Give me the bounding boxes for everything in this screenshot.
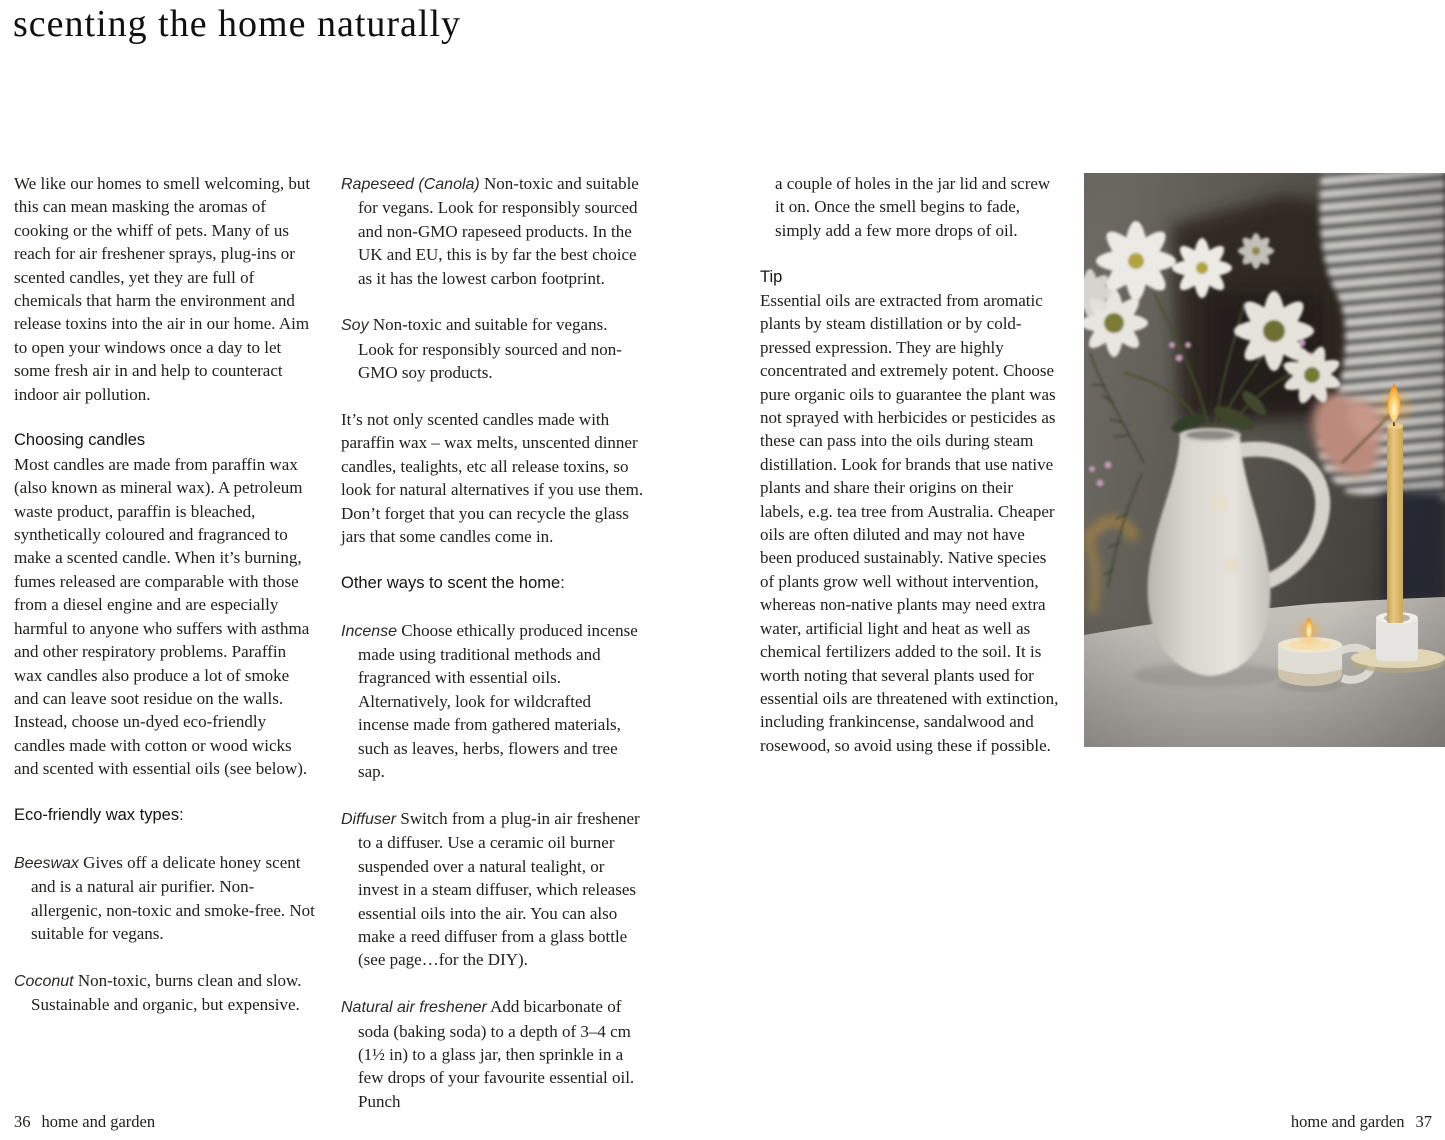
page-number-right: 37 xyxy=(1415,1112,1432,1131)
paragraph-continuation: a couple of holes in the jar lid and screw it on. Once the smell begins to fade, simply add a few more drops of oil. xyxy=(775,174,1051,240)
entry-soy-lead: Soy xyxy=(341,317,369,335)
entry-soy-text: Non-toxic and suitable for vegans. Look for responsibly sourced and non-GMO soy products. xyxy=(358,315,622,383)
entry-coconut-text: Non-toxic, burns clean and slow. Sustainable and organic, but expensive. xyxy=(31,970,302,1015)
entry-rapeseed xyxy=(341,172,644,290)
column-right xyxy=(760,172,1060,781)
paragraph-not-only: It’s not only scented candles made with paraffin wax – wax melts, unscented dinner candles, tealights, etc all release toxins, so look for natural alternatives if you use them. Don’t forget that you can recycle the glass jars that some candles come in. xyxy=(341,410,644,547)
entry-incense-text: Choose ethically produced incense made using traditional methods and fragranced with essential oils. Alternatively, look for wildcrafted incense made from gathered materials, such as leaves, herbs, flowers and tree sap. xyxy=(358,620,638,782)
entry-beeswax-lead: Beeswax xyxy=(14,854,79,872)
footer-left xyxy=(14,1112,155,1132)
heading-other-ways: Other ways to scent the home: xyxy=(341,573,565,592)
heading-tip: Tip xyxy=(760,267,783,286)
entry-diffuser-text: Switch from a plug-in air freshener to a diffuser. Use a ceramic oil burner suspended over a natural tealight, or invest in a steam diffuser, which releases essential oils into the air. You can also make a reed diffuser from a glass bottle (see page…for the DIY). xyxy=(358,808,640,970)
entry-diffuser xyxy=(341,807,644,972)
intro-paragraph: We like our homes to smell welcoming, but this can mean masking the aromas of cooking or the whiff of pets. Many of us reach for air freshener sprays, plug-ins or scented candles, yet they are full of chemicals that harm the environment and release toxins into the air in our home. Aim to open your windows once a day to let some fresh air in and help to counteract indoor air pollution. xyxy=(14,174,311,404)
paragraph-tip: Essential oils are extracted from aromatic plants by steam distillation or by cold-pressed expression. They are highly concentrated and extremely potent. Choose pure organic oils to guarantee the plant was not sprayed with herbicides or pesticides as these can pass into the oils during steam distillation. Look for brands that use native plants and share their origins on their labels, e.g. tea tree from Australia. Cheaper oils are often diluted and may not have been produced sustainably. Native species of plants grow well without intervention, whereas non-native plants may need extra water, artificial light and heat as well as chemical fertilizers added to the soil. It is worth noting that several plants used for essential oils are threatened with extinction, including frankincense, sandalwood and rosewood, so avoid using these if possible. xyxy=(760,291,1059,755)
photo-candle-lighting-svg xyxy=(1084,173,1445,747)
paragraph-paraffin: Most candles are made from paraffin wax (also known as mineral wax). A petroleum waste product, paraffin is bleached, synthetically coloured and fragranced to make a scented candle. When it’s burning, fumes released are comparable with those from a diesel engine and are especially harmful to anyone who suffers with asthma and other respiratory problems. Paraffin wax candles also produce a lot of smoke and can leave soot residue on the walls. Instead, choose un-dyed eco-friendly candles made with cotton or wood wicks and scented with essential oils (see below). xyxy=(14,454,310,779)
heading-wax-types: Eco-friendly wax types: xyxy=(14,805,184,824)
entry-coconut xyxy=(14,969,317,1017)
entry-diffuser-lead: Diffuser xyxy=(341,810,397,828)
entry-air-freshener-text: Add bicarbonate of soda (baking soda) to a depth of 3–4 cm (1½ in) to a glass jar, then sprinkle in a few drops of your favourite essential oil. Punch xyxy=(358,997,635,1111)
entry-rapeseed-text: Non-toxic and suitable for vegans. Look for responsibly sourced and non-GMO rapeseed products. In the UK and EU, this is by far the best choice as it has the lowest carbon footprint. xyxy=(358,174,639,288)
entry-beeswax xyxy=(14,851,317,946)
photo-candle-lighting xyxy=(1084,173,1445,747)
entry-soy xyxy=(341,313,644,384)
page-number-left: 36 xyxy=(14,1112,31,1131)
entry-air-freshener xyxy=(341,995,644,1113)
footer-right xyxy=(1291,1112,1432,1132)
entry-air-freshener-lead: Natural air freshener xyxy=(341,999,487,1017)
entry-incense xyxy=(341,619,644,784)
column-middle xyxy=(341,172,644,1137)
entry-coconut-lead: Coconut xyxy=(14,972,74,990)
entry-incense-lead: Incense xyxy=(341,622,398,640)
section-label-right: home and garden xyxy=(1290,1112,1405,1131)
page-title: scenting the home naturally xyxy=(13,3,462,45)
heading-choosing-candles: Choosing candles xyxy=(14,431,146,450)
section-label-left: home and garden xyxy=(41,1112,156,1131)
entry-beeswax-text: Gives off a delicate honey scent and is a natural air purifier. Non-allergenic, non-toxic and smoke-free. Not suitable for vegans. xyxy=(31,852,315,943)
entry-rapeseed-lead: Rapeseed (Canola) xyxy=(341,176,480,193)
column-left xyxy=(14,172,317,1040)
